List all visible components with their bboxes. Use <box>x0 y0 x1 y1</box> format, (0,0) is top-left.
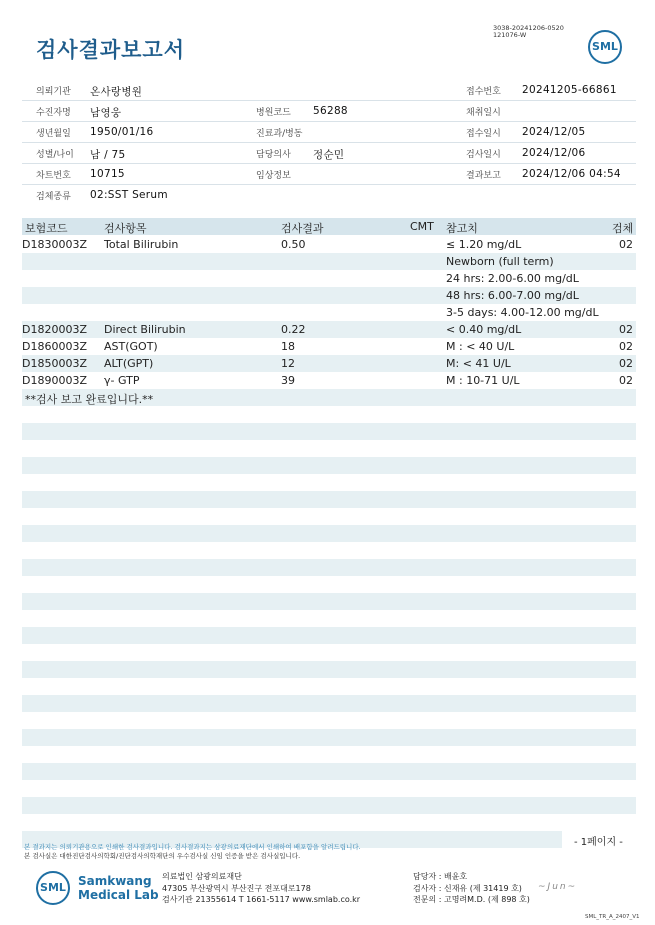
row-item: AST(GOT) <box>104 340 158 353</box>
birth-label: 생년월일 <box>36 129 71 139</box>
chart-no-value: 10715 <box>90 168 125 180</box>
table-row <box>22 287 636 304</box>
test-date-value: 2024/12/06 <box>522 147 586 159</box>
patient-value: 남영웅 <box>90 107 122 119</box>
birth-value: 1950/01/16 <box>90 126 154 138</box>
hospital-code-value: 56288 <box>313 105 348 117</box>
empty-row <box>22 423 636 440</box>
footer-org: 의료법인 삼광의료재단 <box>162 872 242 881</box>
row-specimen: 02 <box>619 374 633 387</box>
form-code: SML_TR_A_2407_V1 <box>585 914 640 920</box>
empty-row <box>22 559 636 576</box>
row-specimen: 02 <box>619 357 633 370</box>
row-item: γ- GTP <box>104 374 140 387</box>
row-specimen: 02 <box>619 323 633 336</box>
footer-brand <box>78 874 159 902</box>
empty-row <box>22 695 636 712</box>
sml-logo: SML <box>588 30 622 64</box>
results-table-header <box>22 218 636 235</box>
brand-line-1: Samkwang <box>78 874 152 888</box>
header-result: 검사결과 <box>281 222 324 235</box>
receipt-date-label: 접수일시 <box>466 129 501 139</box>
row-code: D1830003Z <box>22 238 87 251</box>
row-ref: M: < 41 U/L <box>446 357 511 370</box>
row-item: Direct Bilirubin <box>104 323 186 336</box>
footer-sml-logo: SML <box>36 871 70 905</box>
receipt-date-value: 2024/12/05 <box>522 126 586 138</box>
sex-age-label: 성별/나이 <box>36 150 74 160</box>
dept-label: 진료과/병동 <box>256 129 303 139</box>
page-title: 검사결과보고서 <box>36 38 186 62</box>
row-ref: < 0.40 mg/dL <box>446 323 522 336</box>
header-item: 검사항목 <box>104 222 147 235</box>
info-row-4 <box>22 142 636 164</box>
row-item: Total Bilirubin <box>104 238 179 251</box>
empty-row <box>22 661 636 678</box>
table-row <box>22 321 636 338</box>
table-row <box>22 338 636 355</box>
doctor-label: 담당의사 <box>256 150 291 160</box>
collect-date-label: 채취일시 <box>466 108 501 118</box>
receipt-no-value: 20241205-66861 <box>522 84 617 96</box>
document-id-line1: 3038-20241206-0520 <box>493 24 564 32</box>
header-ref: 참고치 <box>446 222 478 235</box>
row-code: D1890003Z <box>22 374 87 387</box>
row-result: 39 <box>281 374 295 387</box>
report-value: 2024/12/06 04:54 <box>522 168 621 180</box>
row-result: 0.50 <box>281 238 306 251</box>
info-row-5 <box>22 163 636 185</box>
patient-label: 수진자명 <box>36 108 71 118</box>
document-id-line2: 121076-W <box>493 31 527 39</box>
row-ref: 24 hrs: 2.00-6.00 mg/dL <box>446 272 579 285</box>
signature: ~Jun~ <box>538 882 578 892</box>
receipt-no-label: 접수번호 <box>466 87 501 97</box>
table-row <box>22 372 636 389</box>
doctor-value: 정순민 <box>313 149 345 161</box>
staff-manager: 담당자 : 배윤호 <box>413 872 468 881</box>
info-row-3 <box>22 121 636 143</box>
footer-staff <box>413 871 530 906</box>
hospital-code-label: 병원코드 <box>256 108 291 118</box>
info-row-6 <box>22 184 636 205</box>
info-row-2 <box>22 100 636 122</box>
completion-note: **검사 보고 완료입니다.** <box>25 393 154 406</box>
institution-label: 의뢰기관 <box>36 87 71 97</box>
row-ref: ≤ 1.20 mg/dL <box>446 238 522 251</box>
row-ref: M : 10-71 U/L <box>446 374 520 387</box>
row-ref: 3-5 days: 4.00-12.00 mg/dL <box>446 306 599 319</box>
empty-row <box>22 797 636 814</box>
empty-row <box>22 491 636 508</box>
empty-row <box>22 593 636 610</box>
header-code: 보험코드 <box>25 222 68 235</box>
empty-row <box>22 729 636 746</box>
table-row <box>22 270 636 287</box>
table-row <box>22 236 636 253</box>
row-code: D1860003Z <box>22 340 87 353</box>
table-row <box>22 253 636 270</box>
empty-row <box>22 525 636 542</box>
row-specimen: 02 <box>619 340 633 353</box>
row-result: 18 <box>281 340 295 353</box>
info-row-1 <box>22 79 636 101</box>
page-number: - 1페이지 - <box>574 837 623 848</box>
staff-specialist: 전문의 : 고명려M.D. (제 898 호) <box>413 895 530 904</box>
completion-note-row <box>22 389 636 406</box>
test-date-label: 검사일시 <box>466 150 501 160</box>
footer-address-line: 47305 부산광역시 부산진구 전포대로178 <box>162 883 311 893</box>
row-ref: 48 hrs: 6.00-7.00 mg/dL <box>446 289 579 302</box>
empty-row <box>22 627 636 644</box>
row-result: 0.22 <box>281 323 306 336</box>
specimen-label: 검체종류 <box>36 192 71 202</box>
header-cmt: CMT <box>410 220 434 233</box>
staff-tester: 검사자 : 신재유 (제 31419 호) <box>413 883 522 893</box>
empty-row <box>22 457 636 474</box>
row-item: ALT(GPT) <box>104 357 154 370</box>
row-ref: Newborn (full term) <box>446 255 554 268</box>
chart-no-label: 차트번호 <box>36 171 71 181</box>
report-label: 결과보고 <box>466 171 501 181</box>
row-result: 12 <box>281 357 295 370</box>
sex-age-value: 남 / 75 <box>90 149 126 161</box>
brand-line-2: Medical Lab <box>78 888 159 902</box>
header-specimen: 검체 <box>612 222 634 235</box>
institution-value: 온사랑병원 <box>90 86 143 98</box>
specimen-value: 02:SST Serum <box>90 189 168 201</box>
table-row <box>22 304 636 321</box>
table-row <box>22 355 636 372</box>
row-ref: M : < 40 U/L <box>446 340 515 353</box>
notice-line-2: 본 검사실은 대한진단검사의학회/진단검사의학재단의 우수검사실 신임 인증을 받은 검사실입니다. <box>24 852 301 860</box>
notice-line-1: 본 결과지는 의뢰기관용으로 인쇄한 검사결과입니다. 검사결과지는 삼광의료재단에서 인쇄하여 배포함을 알려드립니다. <box>24 843 361 851</box>
row-code: D1820003Z <box>22 323 87 336</box>
clinical-label: 임상정보 <box>256 171 291 181</box>
footer-address <box>162 871 360 906</box>
empty-row <box>22 763 636 780</box>
row-specimen: 02 <box>619 238 633 251</box>
document-id <box>493 25 564 39</box>
footer-contact: 검사기관 21355614 T 1661-5117 www.smlab.co.kr <box>162 895 361 904</box>
row-code: D1850003Z <box>22 357 87 370</box>
